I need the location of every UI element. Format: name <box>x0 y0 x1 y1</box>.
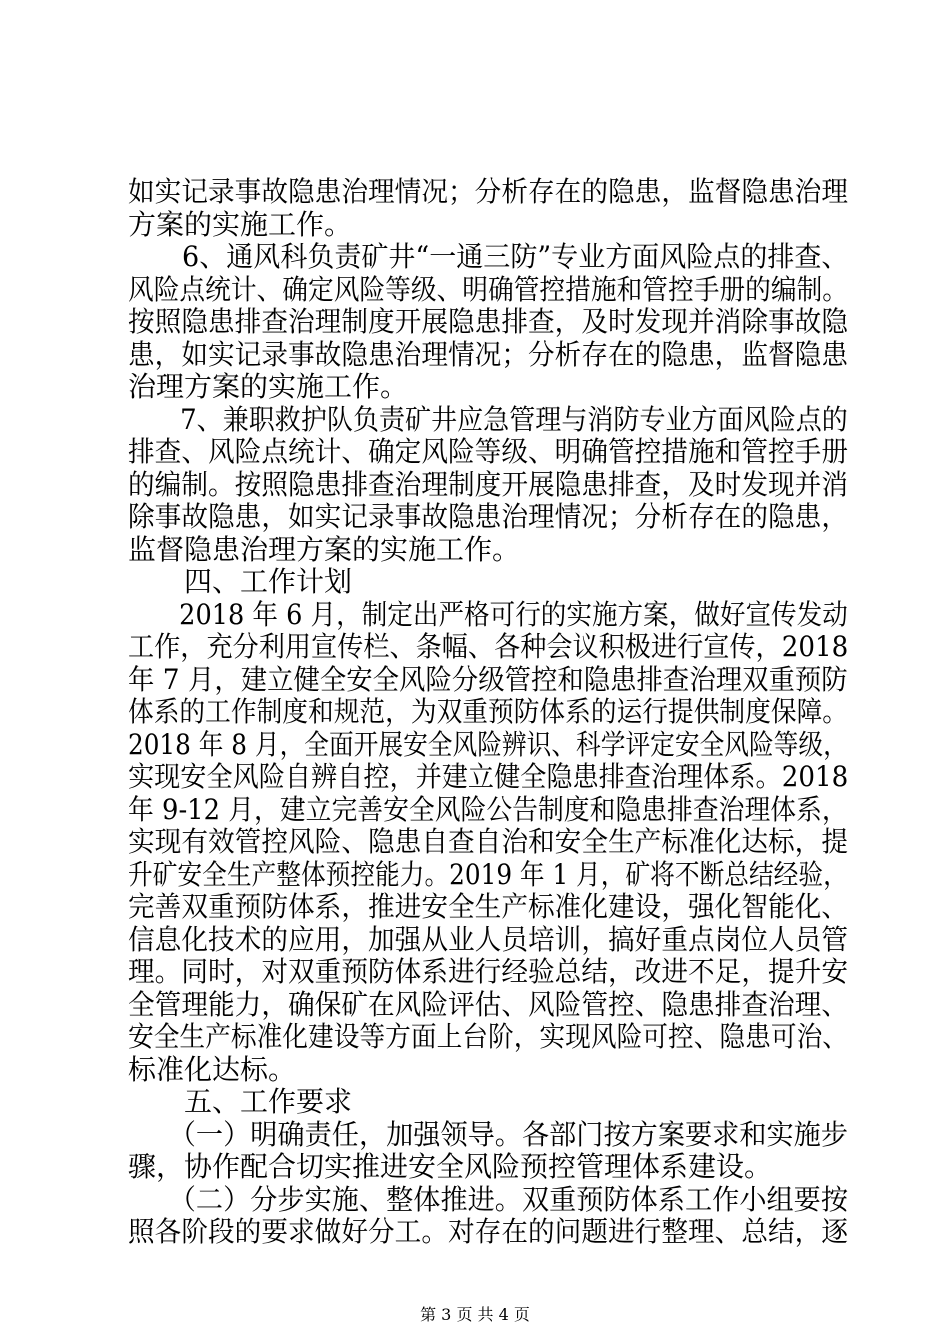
text-line: 如实记录事故隐患治理情况；分析存在的隐患，监督隐患治理 <box>128 175 849 208</box>
text-line: 的编制。按照隐患排查治理制度开展隐患排查，及时发现并消 <box>128 467 849 501</box>
text-line: 2018 年 6 月，制定出严格可行的实施方案，做好宣传发动 <box>128 597 848 631</box>
text-line: 实现有效管控风险、隐患自查自治和安全生产标准化达标，提 <box>128 825 849 858</box>
text-line: 实现安全风险自辨自控，并建立健全隐患排查治理体系。2018 <box>128 760 849 793</box>
text-line: 升矿安全生产整体预控能力。2019 年 1 月，矿将不断总结经验， <box>128 857 848 891</box>
text-line: 除事故隐患，如实记录事故隐患治理情况；分析存在的隐患， <box>128 500 849 533</box>
text-line: （二）分步实施、整体推进。双重预防体系工作小组要按 <box>128 1182 849 1216</box>
text-line: （一）明确责任，加强领导。各部门按方案要求和实施步 <box>128 1117 849 1151</box>
text-line: 工作，充分利用宣传栏、条幅、各种会议积极进行宣传，2018 <box>128 630 849 663</box>
text-line: 年 9-12 月，建立完善安全风险公告制度和隐患排查治理体系， <box>128 792 848 826</box>
text-line: 按照隐患排查治理制度开展隐患排查，及时发现并消除事故隐 <box>128 305 849 338</box>
page-footer: 第 3 页 共 4 页 <box>420 1305 530 1324</box>
text-line: 患，如实记录事故隐患治理情况；分析存在的隐患，监督隐患 <box>128 337 849 371</box>
text-line: 体系的工作制度和规范，为双重预防体系的运行提供制度保障。 <box>128 695 849 728</box>
text-line: 风险点统计、确定风险等级、明确管控措施和管控手册的编制。 <box>128 272 849 306</box>
text-line: 方案的实施工作。 <box>128 207 353 241</box>
text-line: 标准化达标。 <box>128 1052 297 1086</box>
text-line: 监督隐患治理方案的实施工作。 <box>128 532 521 566</box>
text-line: 信息化技术的应用，加强从业人员培训，搞好重点岗位人员管 <box>128 922 849 956</box>
text-line: 排查、风险点统计、确定风险等级、明确管控措施和管控手册 <box>128 435 849 468</box>
section-heading: 五、工作要求 <box>128 1085 353 1118</box>
text-line: 治理方案的实施工作。 <box>128 370 409 403</box>
text-line: 年 7 月，建立健全安全风险分级管控和隐患排查治理双重预防 <box>128 662 848 696</box>
section-heading: 四、工作计划 <box>128 565 353 598</box>
text-line: 7、兼职救护队负责矿井应急管理与消防专业方面风险点的 <box>128 402 848 436</box>
text-line: 完善双重预防体系，推进安全生产标准化建设，强化智能化、 <box>128 890 849 923</box>
text-line: 全管理能力，确保矿在风险评估、风险管控、隐患排查治理、 <box>128 987 849 1021</box>
text-line: 2018 年 8 月，全面开展安全风险辨识、科学评定安全风险等级， <box>128 727 848 761</box>
text-line: 理。同时，对双重预防体系进行经验总结，改进不足，提升安 <box>128 955 849 988</box>
text-line: 安全生产标准化建设等方面上台阶，实现风险可控、隐患可治、 <box>128 1020 849 1053</box>
text-line: 骤，协作配合切实推进安全风险预控管理体系建设。 <box>128 1150 773 1183</box>
text-line: 6、通风科负责矿井“一通三防”专业方面风险点的排查、 <box>128 240 849 273</box>
text-line: 照各阶段的要求做好分工。对存在的问题进行整理、总结，逐 <box>128 1215 849 1248</box>
